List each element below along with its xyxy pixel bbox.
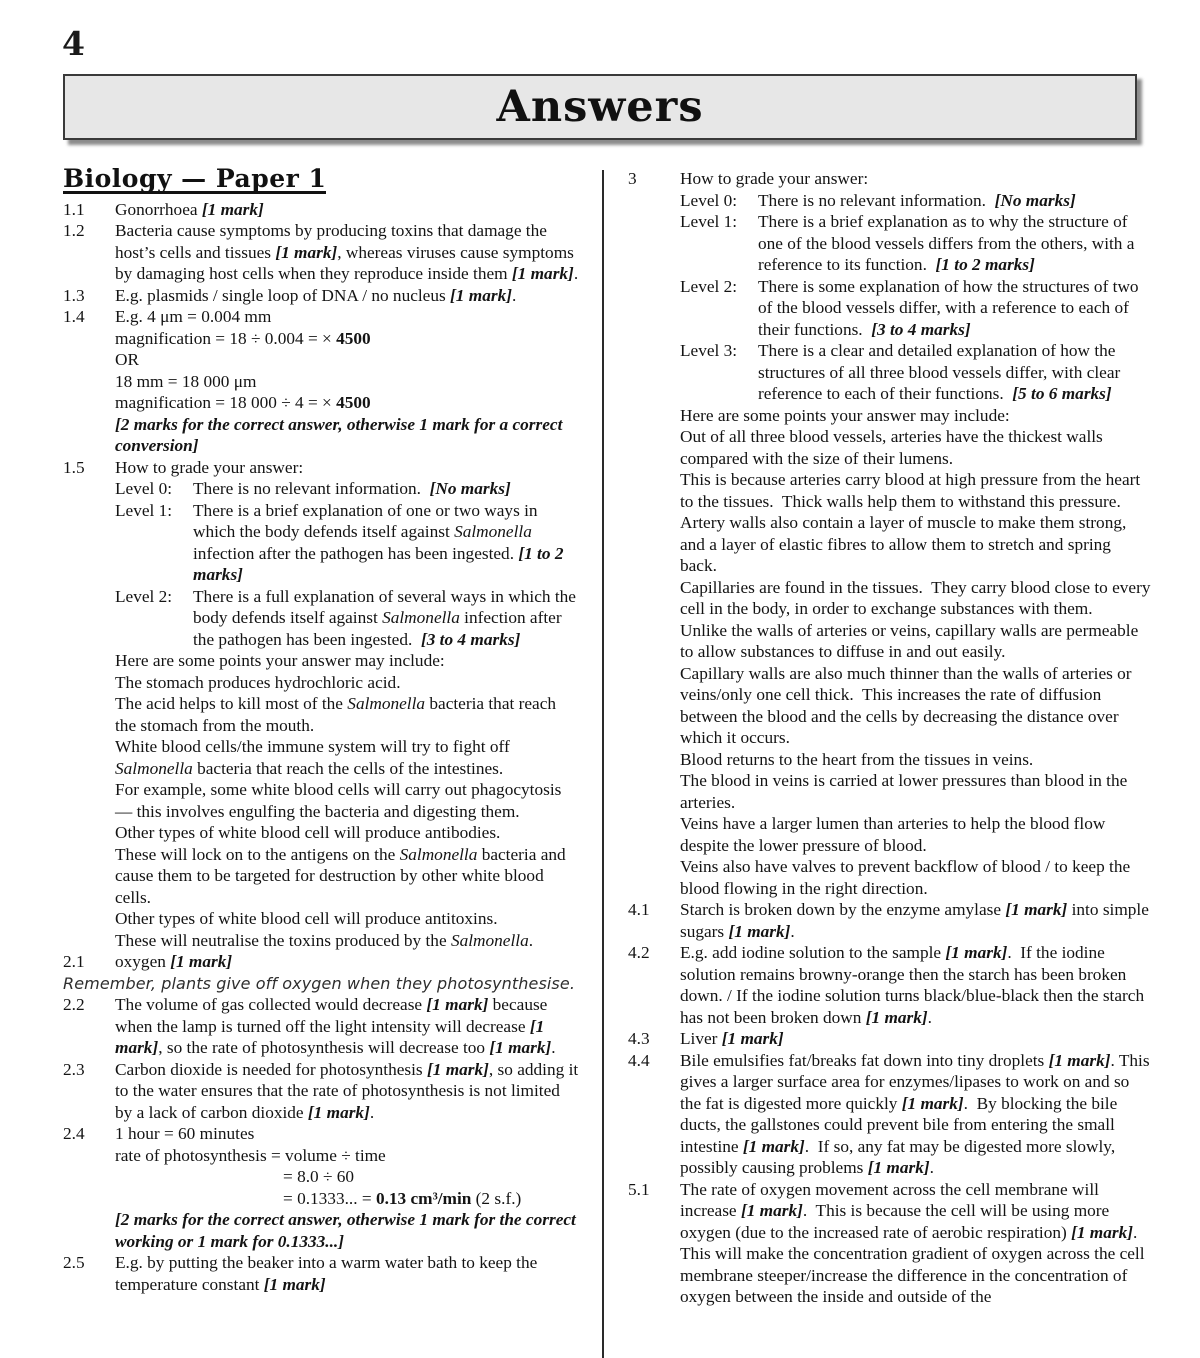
answer-item [628, 168, 1152, 899]
answer-item [63, 1059, 579, 1124]
question-number: 4.1 [628, 900, 650, 919]
answer-paragraph [115, 1252, 579, 1295]
answer-text: , so the rate of photosynthesis will decrease too [158, 1038, 490, 1057]
answer-text: . [511, 285, 517, 305]
answer-item [63, 199, 579, 221]
answer-item [63, 1123, 579, 1252]
question-number: 4.2 [628, 943, 650, 962]
grading-level-row [680, 190, 1152, 212]
answer-text: OR [115, 350, 140, 369]
answer-text: . [929, 1158, 934, 1177]
answers-column-left [63, 164, 579, 1295]
answer-item [63, 306, 579, 457]
answer-text: Capillaries are found in the tissues. They carry blood close to every cell in the body, in order to exchange substances with them. [680, 577, 1151, 618]
answer-text: E.g. by putting the beaker into a warm water bath to keep the temperature constant [115, 1253, 538, 1294]
answer-text: This is because arteries carry blood at high pressure from the heart to the tissues. Thick walls help them to withstand this pressure. [680, 470, 1141, 511]
answer-paragraph [115, 285, 579, 307]
mark-allocation-text: [1 mark] [728, 921, 791, 941]
level-label: Level 1: [115, 500, 173, 520]
answer-text: Other types of white blood cell will produce antibodies. [115, 823, 501, 842]
answer-text: (2 s.f.) [471, 1188, 522, 1208]
answer-text: magnification = 18 ÷ 0.004 = × [115, 328, 337, 348]
answer-paragraph [680, 1050, 1152, 1179]
answer-paragraph [115, 693, 579, 736]
answer-body [115, 199, 579, 221]
level-label: Level 0: [115, 479, 173, 498]
answer-text: E.g. 4 μm = 0.004 mm [115, 307, 272, 326]
answer-text: bacteria that reach the cells of the intestines. [192, 758, 504, 778]
answer-item [63, 457, 579, 952]
grading-level-row [115, 478, 579, 500]
answer-body [115, 994, 579, 1059]
answer-text: For example, some white blood cells will carry out phagocytosis — this involves engulfing the bacteria and digesting them. [115, 780, 562, 821]
answer-paragraph [680, 512, 1152, 577]
level-label: Level 3: [680, 341, 738, 360]
working-line [115, 1145, 579, 1167]
answer-paragraph [680, 749, 1152, 771]
answer-paragraph [680, 426, 1152, 469]
answer-text: into simple sugars [680, 900, 1149, 941]
grading-level-row [680, 211, 1152, 276]
answer-paragraph [680, 856, 1152, 899]
question-number: 2.1 [63, 952, 85, 971]
answer-item [63, 285, 579, 307]
answer-paragraph [680, 469, 1152, 512]
level-label: Level 2: [115, 586, 173, 606]
answer-body [115, 285, 579, 307]
mark-allocation-text: [2 marks for the correct answer, otherwise 1 mark for a correct conversion] [115, 414, 563, 455]
answer-text: 1 hour = 60 minutes [115, 1124, 255, 1143]
answer-text: . This is because the cell will be using more oxygen (due to the increased rate of aerobic respiration) [680, 1201, 1110, 1242]
handwritten-note [63, 973, 579, 995]
working-line [115, 371, 579, 393]
answer-text: . If so, any fat may be digested more slowly, possibly causing problems [680, 1136, 1116, 1177]
answer-text: There is a full explanation of several ways in which the body defends itself against [193, 586, 576, 627]
answer-text: Salmonella [450, 930, 529, 950]
answer-text: . This gives a larger surface area for enzymes/lipases to work on and so the fat is digested more quickly [680, 1050, 1150, 1113]
answer-item [63, 220, 579, 285]
answer-text: . [369, 1102, 375, 1122]
answer-text: These will neutralise the toxins produced by the [115, 930, 451, 950]
answer-text: E.g. add iodine solution to the sample [680, 943, 946, 962]
mark-allocation-text: [1 mark] [865, 1007, 928, 1027]
answer-paragraph [115, 650, 579, 672]
mark-allocation-text: [No marks] [429, 479, 511, 498]
answer-paragraph [680, 1028, 1152, 1050]
answer-text: Veins have a larger lumen than arteries to help the blood flow despite the lower pressure of blood. [680, 814, 1106, 855]
answer-paragraph [115, 672, 579, 694]
mark-allocation-text: [1 to 2 marks] [193, 543, 564, 584]
mark-allocation-text: [5 to 6 marks] [1012, 384, 1112, 403]
mark-allocation-text: [1 mark] [901, 1093, 964, 1113]
working-line [115, 1166, 579, 1188]
question-number: 2.4 [63, 1124, 85, 1143]
answer-body [680, 1050, 1152, 1179]
mark-allocation-text: [1 mark] [740, 1201, 803, 1220]
answer-item [63, 1252, 579, 1295]
answer-text: infection after the pathogen has been ingested. [193, 608, 562, 649]
answer-text: Gonorrhoea [115, 199, 202, 219]
question-number: 1.2 [63, 221, 85, 240]
mark-allocation-text: [1 mark] [1048, 1050, 1111, 1070]
grading-level-row [680, 276, 1152, 341]
answer-text: magnification = 18 000 ÷ 4 = × [115, 393, 337, 412]
answer-paragraph [115, 457, 579, 479]
answer-text: Remember, plants give off oxygen when they photosynthesise. [63, 973, 576, 993]
answer-item [63, 994, 579, 1059]
mark-allocation-text: [3 to 4 marks] [420, 629, 521, 649]
working-line [115, 349, 579, 371]
answer-text: Capillary walls are also much thinner than the walls of arteries or veins/only one cell thick. This increases the rate of diffusion between the blood and the cells by decreasing the distance over which it occurs. [680, 663, 1132, 747]
answer-text: The stomach produces hydrochloric acid. [115, 672, 401, 692]
mark-allocation-text: [No marks] [994, 190, 1076, 210]
answer-body [680, 899, 1152, 942]
answer-text: How to grade your answer: [115, 457, 304, 477]
answer-text: There is a clear and detailed explanation of how the structures of all three blood vessels differ, with clear reference to each of their functions. [758, 341, 1121, 403]
question-number: 3 [628, 169, 637, 188]
level-description [758, 276, 1152, 341]
question-number: 4.4 [628, 1050, 650, 1070]
answers-column-right [628, 168, 1152, 1308]
answer-paragraph [115, 414, 579, 457]
answer-text: Out of all three blood vessels, arteries have the thickest walls compared with the size of their lumens. [680, 427, 1103, 468]
level-description [193, 500, 579, 586]
answer-text: 18 mm = 18 000 μm [115, 371, 257, 391]
answers-list-left [63, 199, 579, 1296]
section-heading: Biology — Paper 1 [63, 164, 327, 193]
answer-text: Here are some points your answer may include: [115, 651, 445, 670]
mark-allocation-text: [1 mark] [867, 1158, 930, 1177]
answer-text: = 0.1333... = [283, 1188, 376, 1208]
mark-allocation-text: [1 mark] [201, 199, 264, 219]
answer-text: infection after the pathogen has been ingested. [193, 543, 519, 563]
mark-allocation-text: [1 to 2 marks] [935, 255, 1035, 274]
answer-paragraph [115, 779, 579, 822]
answer-paragraph [115, 199, 579, 221]
answer-text: . [528, 930, 534, 950]
answer-item [628, 1050, 1152, 1179]
mark-allocation-text: [1 mark] [263, 1274, 326, 1294]
answer-text: These will lock on to the antigens on the [115, 844, 400, 864]
question-number: 5.1 [628, 1179, 650, 1199]
answer-item [628, 1028, 1152, 1050]
answer-item [628, 899, 1152, 942]
answer-text: 4500 [336, 328, 371, 348]
mark-allocation-text: [1 mark] [511, 264, 574, 283]
answer-text: The acid helps to kill most of the [115, 694, 348, 713]
answer-paragraph [115, 1209, 579, 1252]
answer-text: There is no relevant information. [193, 479, 430, 498]
answer-text: Salmonella [454, 522, 532, 541]
answer-paragraph [115, 951, 579, 973]
answer-text: Liver [680, 1029, 722, 1048]
answer-paragraph [680, 405, 1152, 427]
answer-text: Bile emulsifies fat/breaks fat down into tiny droplets [680, 1050, 1049, 1070]
working-line [115, 328, 579, 350]
working-line [115, 1188, 579, 1210]
mark-allocation-text: [2 marks for the correct answer, otherwise 1 mark for the correct working or 1 mark for 0.1333...] [115, 1210, 576, 1251]
answer-paragraph [115, 1059, 579, 1124]
answer-text: There is a brief explanation of one or two ways in which the body defends itself against [193, 500, 538, 541]
answer-text: = 8.0 ÷ 60 [283, 1167, 355, 1186]
level-label: Level 2: [680, 276, 738, 296]
answer-text: , whereas viruses cause symptoms by damaging host cells when they reproduce inside them [115, 242, 574, 283]
mark-allocation-text: [1 mark] [945, 943, 1008, 962]
answer-text: Starch is broken down by the enzyme amylase [680, 900, 1006, 919]
question-number: 1.5 [63, 457, 85, 477]
level-description [758, 190, 1152, 212]
answer-text: Unlike the walls of arteries or veins, capillary walls are permeable to allow substances to diffuse in and out easily. [680, 620, 1139, 661]
working-line [115, 392, 579, 414]
answer-text: Salmonella [382, 608, 460, 627]
answer-text: bacteria and cause them to be targeted for destruction by other white blood cells. [115, 844, 566, 907]
answer-body [680, 168, 1152, 899]
answer-item [628, 1179, 1152, 1308]
answer-text: There is some explanation of how the structures of two of the blood vessels differ, with a reference to each of their functions. [758, 276, 1139, 339]
answer-paragraph [115, 844, 579, 909]
answer-text: Here are some points your answer may include: [680, 405, 1010, 425]
answer-paragraph [680, 770, 1152, 813]
answer-paragraph [680, 1179, 1152, 1308]
mark-allocation-text: [1 mark] [170, 952, 233, 971]
answer-paragraph [115, 908, 579, 930]
answers-list-right [628, 168, 1152, 1308]
answer-paragraph [115, 736, 579, 779]
answer-text: . By blocking the bile ducts, the gallstones could prevent bile from entering the small intestine [680, 1093, 1118, 1156]
answer-text: , so adding it to the water ensures that the rate of photosynthesis is not limited by a lack of carbon dioxide [115, 1059, 579, 1122]
answer-text: There is a brief explanation as to why the structure of one of the blood vessels differs from the others, with a reference to its function. [758, 212, 1135, 274]
answer-paragraph [115, 930, 579, 952]
answer-body [115, 306, 579, 457]
answer-text: How to grade your answer: [680, 169, 869, 188]
answer-paragraph [680, 620, 1152, 663]
page-title: Answers [496, 82, 704, 132]
answer-text: . [573, 264, 579, 283]
answer-body [115, 220, 579, 285]
answer-paragraph [115, 822, 579, 844]
answer-body [115, 1123, 579, 1252]
answer-text: Salmonella [347, 694, 426, 713]
answer-text: bacteria that reach the stomach from the mouth. [115, 694, 557, 735]
answers-header-banner [63, 74, 1137, 140]
answer-paragraph [680, 899, 1152, 942]
grading-level-row [115, 500, 579, 586]
question-number: 2.5 [63, 1253, 85, 1272]
answer-text: Artery walls also contain a layer of muscle to make them strong, and a layer of elastic fibres to allow them to stretch and spring back. [680, 513, 1127, 575]
answer-body [115, 1059, 579, 1124]
mark-allocation-text: [1 mark] [489, 1038, 552, 1057]
column-divider [602, 170, 604, 1358]
mark-allocation-text: [1 mark] [1005, 900, 1068, 919]
level-description [758, 340, 1152, 405]
answer-text: Blood returns to the heart from the tissues in veins. [680, 749, 1034, 769]
answer-text: Veins also have valves to prevent backflow of blood / to keep the blood flowing in the right direction. [680, 857, 1131, 898]
answer-text: oxygen [115, 952, 171, 971]
answer-text: . If the iodine solution remains browny-orange then the starch has been broken down. / If the iodine solution turns black/blue-black then the starch has not been broken down [680, 943, 1145, 1027]
question-number: 2.3 [63, 1059, 85, 1079]
answer-text: The rate of oxygen movement across the cell membrane will increase [680, 1179, 1099, 1220]
mark-allocation-text: [3 to 4 marks] [871, 319, 971, 339]
answer-text: 0.13 cm³/min [375, 1188, 472, 1208]
answer-text: . [790, 921, 795, 941]
answer-paragraph [680, 663, 1152, 749]
answer-item [628, 942, 1152, 1028]
answer-body [115, 457, 579, 952]
mark-allocation-text: [1 mark] [721, 1029, 784, 1048]
answer-text: The volume of gas collected would decrease [115, 995, 427, 1014]
question-number: 2.2 [63, 995, 85, 1014]
answer-text: 4500 [336, 393, 371, 412]
answer-paragraph [680, 942, 1152, 1028]
mark-allocation-text: [1 mark] [275, 242, 338, 262]
answer-paragraph [680, 577, 1152, 620]
mark-allocation-text: [1 mark] [426, 1059, 489, 1079]
answer-text: . This will make the concentration gradient of oxygen across the cell membrane steeper/increase the difference in the concentration of oxygen between the inside and outside of the [680, 1222, 1145, 1306]
question-number: 1.1 [63, 199, 85, 219]
answer-text: . [927, 1007, 932, 1027]
answer-item [63, 951, 579, 973]
level-description [193, 478, 579, 500]
answer-body [680, 1028, 1152, 1050]
answer-text: because when the lamp is turned off the light intensity will decrease [115, 995, 548, 1036]
answer-text: Salmonella [115, 758, 193, 778]
answer-text: Carbon dioxide is needed for photosynthesis [115, 1059, 427, 1079]
answer-body [115, 1252, 579, 1295]
mark-allocation-text: [1 mark] [426, 995, 489, 1014]
answer-text: White blood cells/the immune system will try to fight off [115, 737, 510, 756]
answer-text: Salmonella [399, 844, 478, 864]
answer-paragraph [115, 220, 579, 285]
mark-allocation-text: [1 mark] [1071, 1222, 1133, 1242]
question-number: 4.3 [628, 1029, 650, 1048]
grading-level-row [115, 586, 579, 651]
answer-text: E.g. plasmids / single loop of DNA / no nucleus [115, 285, 451, 305]
mark-allocation-text: [1 mark] [742, 1136, 805, 1156]
answer-text: rate of photosynthesis = volume ÷ time [115, 1145, 386, 1165]
question-number: 1.3 [63, 285, 85, 305]
grading-level-row [680, 340, 1152, 405]
level-label: Level 1: [680, 212, 738, 231]
answer-body [680, 1179, 1152, 1308]
answer-text: Other types of white blood cell will produce antitoxins. [115, 909, 498, 928]
answer-text: There is no relevant information. [758, 190, 995, 210]
answer-text: The blood in veins is carried at lower pressures than blood in the arteries. [680, 771, 1128, 812]
page-number: 4 [62, 24, 85, 63]
answer-text: . [551, 1038, 556, 1057]
answer-paragraph [115, 994, 579, 1059]
level-label: Level 0: [680, 190, 738, 210]
question-number: 1.4 [63, 307, 85, 326]
working-line [115, 1123, 579, 1145]
answer-paragraph [680, 168, 1152, 190]
answer-text: Bacteria cause symptoms by producing toxins that damage the host’s cells and tissues [115, 221, 547, 262]
mark-allocation-text: [1 mark] [115, 1016, 545, 1057]
level-description [758, 211, 1152, 276]
mark-allocation-text: [1 mark] [450, 285, 512, 305]
answer-paragraph [680, 813, 1152, 856]
working-line [115, 306, 579, 328]
mark-allocation-text: [1 mark] [307, 1102, 370, 1122]
answer-body [115, 951, 579, 973]
answer-body [680, 942, 1152, 1028]
level-description [193, 586, 579, 651]
